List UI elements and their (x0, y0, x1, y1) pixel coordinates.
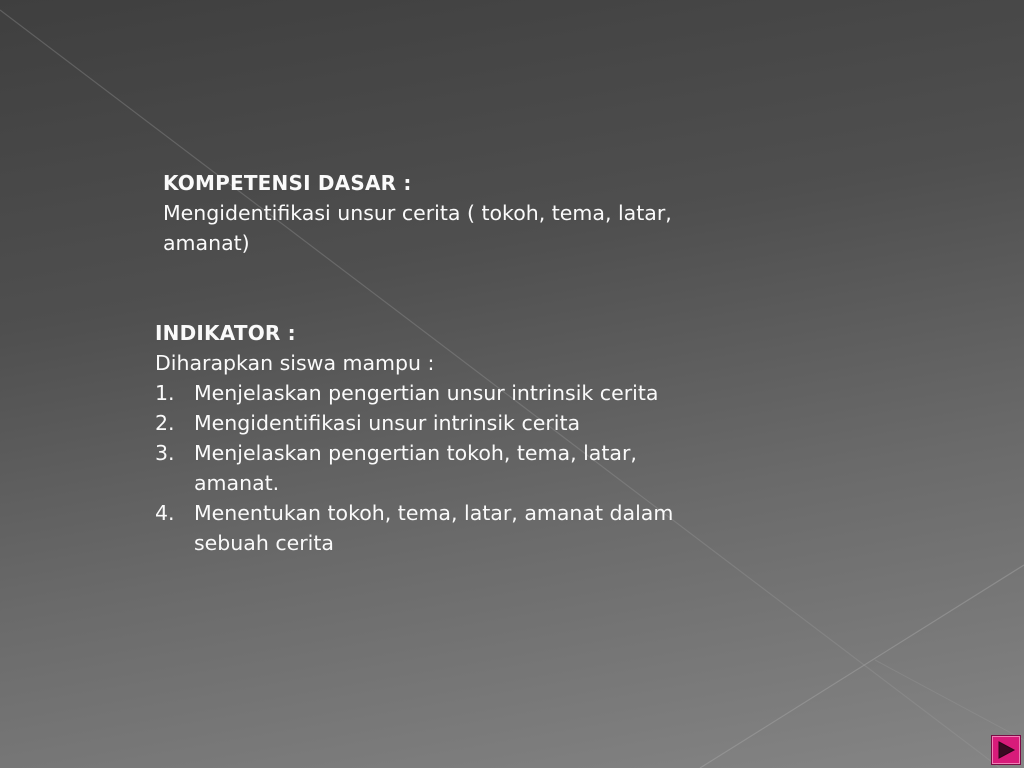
competence-line-2: amanat) (163, 231, 250, 255)
indicator-intro: Diharapkan siswa mampu : (155, 351, 435, 375)
competence-line-1: Mengidentifikasi unsur cerita ( tokoh, tema, latar, (163, 201, 672, 225)
list-item-text-continued: amanat. (194, 471, 280, 495)
list-item (155, 498, 815, 558)
list-item-number: 1. (155, 381, 175, 405)
list-item-text: Menentukan tokoh, tema, latar, amanat dalam (194, 501, 674, 525)
list-item-text: Menjelaskan pengertian unsur intrinsik cerita (194, 381, 659, 405)
list-item (155, 438, 815, 498)
list-item-number: 4. (155, 501, 175, 525)
next-slide-button[interactable] (991, 735, 1021, 765)
indicator-list (155, 378, 815, 558)
list-item-text-continued: sebuah cerita (194, 531, 334, 555)
competence-section (163, 168, 803, 258)
list-item-number: 2. (155, 411, 175, 435)
list-item (155, 408, 815, 438)
play-triangle-icon (996, 741, 1016, 759)
list-item-number: 3. (155, 441, 175, 465)
indicator-heading: INDIKATOR : (155, 321, 296, 345)
indicator-section (155, 318, 815, 558)
competence-heading: KOMPETENSI DASAR : (163, 171, 412, 195)
list-item (155, 378, 815, 408)
list-item-text: Mengidentifikasi unsur intrinsik cerita (194, 411, 581, 435)
list-item-text: Menjelaskan pengertian tokoh, tema, latar, (194, 441, 637, 465)
